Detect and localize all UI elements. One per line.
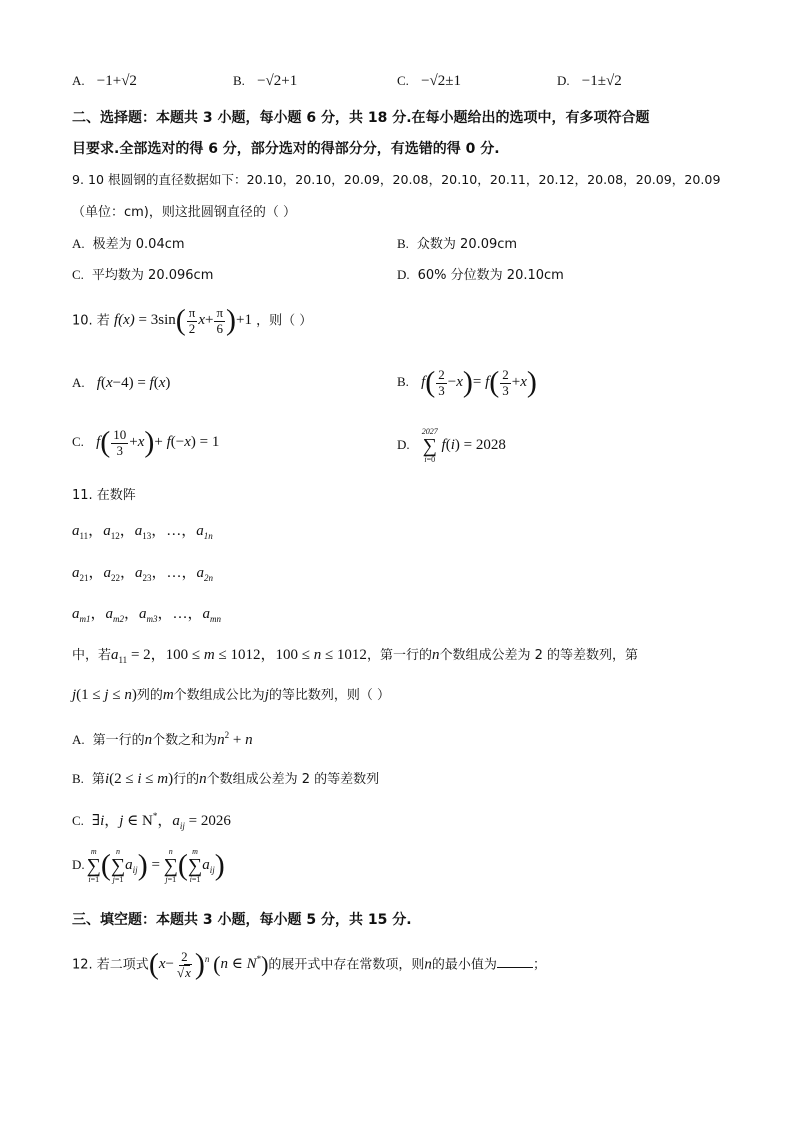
prev-option-a <box>72 74 137 89</box>
option-letter: B. <box>397 374 409 390</box>
option-text: 众数为 20.09cm <box>416 237 518 252</box>
option-formula: m ∑ i=1 ( n ∑ j=1 $a_{ij}$) = n ∑ j=1 ( m ∑ i=1 $a_{ij}$) <box>86 847 225 884</box>
option-expression: −1+√2 <box>96 73 137 89</box>
option-expression: −√2±1 <box>421 73 461 89</box>
question-12-end: ； <box>532 957 546 973</box>
option-formula: ∃i，j ∈ N*，$a_{ij} = 2026$ <box>91 811 231 831</box>
option-text: 个数之和为 <box>152 733 218 748</box>
option-letter: A. <box>72 73 85 88</box>
question-11-option-a <box>72 731 253 748</box>
section-heading-fill: 三、填空题：本题共 3 小题，每小题 5 分，共 15 分. <box>72 912 412 928</box>
question-12-text: 的展开式中存在常数项，则 <box>268 957 425 973</box>
option-formula: i(2 ≤ i ≤ m) <box>104 771 174 787</box>
question-10-option-b <box>397 368 537 398</box>
q11-var-j: j <box>264 687 269 703</box>
question-10-prefix: 10. 若 <box>72 313 110 329</box>
q11-cond-text2: 个数组成公差为 2 的等差数列，第 <box>439 648 638 663</box>
option-text: 第一行的 <box>92 733 145 748</box>
option-letter: B. <box>72 771 84 786</box>
question-10-suffix: ，则（ ） <box>256 313 313 329</box>
option-letter: C. <box>72 813 84 828</box>
option-text: 60% 分位数为 20.10cm <box>417 268 564 283</box>
option-formula: $n^2 + n$ <box>217 730 253 748</box>
answer-blank[interactable] <box>497 955 533 968</box>
option-text: 第 <box>91 772 105 787</box>
question-11-intro: 11. 在数阵 <box>72 488 136 503</box>
q11-var-m: m <box>162 687 174 703</box>
section-heading-choice-cont: 目要求.全部选对的得 6 分，部分选对的得部分分，有选错的得 0 分. <box>72 141 500 157</box>
q11-line2-text1: 列的 <box>136 688 163 703</box>
question-10-option-a <box>72 376 170 391</box>
var-n: n <box>424 956 432 973</box>
prev-option-d <box>557 74 622 89</box>
question-11-option-d <box>72 848 225 884</box>
q11-line2-text3: 的等比数列，则（ ） <box>268 688 390 703</box>
q11-cond-formula: $a_{11} = 2$，100 ≤ m ≤ 1012，100 ≤ n ≤ 1012 <box>111 647 367 665</box>
q11-cond-text1: ，第一行的 <box>366 648 432 663</box>
q11-j-range: j(1 ≤ j ≤ n) <box>72 687 137 703</box>
question-12-stem <box>72 950 546 980</box>
question-10-option-c <box>72 428 219 458</box>
question-12-prefix: 12. 若二项式 <box>72 957 149 973</box>
question-11-option-b <box>72 772 379 787</box>
option-text: 个数组成公差为 2 的等差数列 <box>206 772 380 787</box>
question-9-stem: 9. 10 根圆钢的直径数据如下：20.10，20.10，20.09，20.08，20.10，20.11，20.12，20.08，20.09，20.09 <box>72 172 721 187</box>
option-letter: D. <box>397 437 410 453</box>
option-expression: −√2+1 <box>257 73 298 89</box>
var-n: n <box>144 732 153 748</box>
matrix-row-m: $a_{m1}$，$a_{m2}$，$a_{m3}$，…，$a_{mn}$ <box>72 606 222 624</box>
matrix-row-1: $a_{11}$，$a_{12}$，$a_{13}$，…，$a_{1n}$ <box>72 523 213 541</box>
option-formula: f(x−4) = f(x) <box>96 375 171 391</box>
question-11-condition <box>72 648 638 665</box>
question-9-option-c <box>72 268 213 282</box>
section-heading-choice: 二、选择题：本题共 3 小题，每小题 6 分，共 18 分.在每小题给出的选项中，有多项符合题 <box>72 110 650 126</box>
question-9-option-a <box>72 237 185 251</box>
question-10-option-d <box>397 428 506 464</box>
question-11-option-c <box>72 812 231 831</box>
option-formula: f( $\frac{2}{3}$ −x)= f( $\frac{2}{3}$ +x) <box>421 366 537 399</box>
option-formula: 2027 ∑ i=0 f(i) = 2028 <box>421 427 506 464</box>
matrix-row-2: $a_{21}$，$a_{22}$，$a_{23}$，…，$a_{2n}$ <box>72 565 214 583</box>
option-text: 行的 <box>173 772 200 787</box>
option-letter: C. <box>72 267 84 282</box>
question-9-stem-cont: （单位：cm)，则这批圆钢直径的（ ） <box>72 205 297 220</box>
prev-option-c <box>397 74 461 89</box>
question-10-formula: f(x) = 3sin( $\frac{\pi}{2}$ x+ $\frac{\pi}{6}$ )+1 <box>113 304 253 337</box>
option-letter: B. <box>397 236 409 251</box>
option-letter: A. <box>72 732 85 747</box>
q11-cond-mid: 中，若 <box>72 648 112 663</box>
option-text: 极差为 0.04cm <box>92 237 185 252</box>
question-12-text2: 的最小值为 <box>431 957 497 973</box>
q11-var-n: n <box>431 647 440 663</box>
option-letter: A. <box>72 236 85 251</box>
option-letter: A. <box>72 375 85 390</box>
option-letter: C. <box>397 73 409 88</box>
prev-option-b <box>233 74 297 89</box>
var-n: n <box>199 771 207 787</box>
option-expression: −1±√2 <box>581 73 622 89</box>
q11-line2-text2: 个数组成公比为 <box>173 688 265 703</box>
option-letter: B. <box>233 73 245 88</box>
option-formula: f( $\frac{10}{3}$ +x)+ f(−x) = 1 <box>96 426 220 459</box>
question-9-option-d <box>397 268 564 282</box>
option-letter: D. <box>557 73 570 88</box>
option-letter: D. <box>72 857 85 873</box>
option-letter: D. <box>397 267 410 282</box>
question-12-binomial: (x− $\frac{2}{√x}$ )$^n$ (n ∈ N*) <box>148 948 269 981</box>
question-11-condition-cont <box>72 688 390 703</box>
question-9-option-b <box>397 237 517 251</box>
option-letter: C. <box>72 434 84 450</box>
question-10-stem <box>72 306 312 336</box>
option-text: 平均数为 20.096cm <box>91 268 214 283</box>
